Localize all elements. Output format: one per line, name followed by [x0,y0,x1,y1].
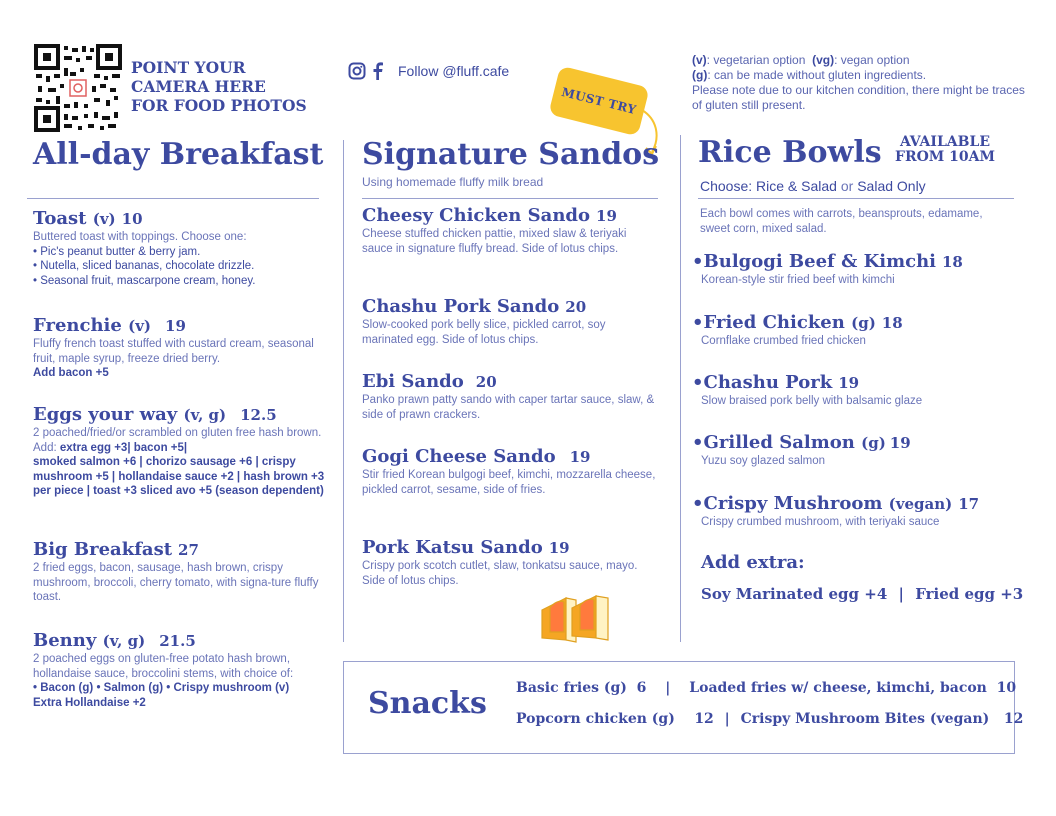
breakfast-title: All-day Breakfast [33,137,324,172]
rice-choice-or: or [840,178,854,194]
item-price: 21.5 [159,632,196,650]
breakfast-item-big [33,539,329,605]
extra-price: +4 [864,585,888,603]
rice-item [692,372,1012,409]
item-tag: (g) [861,434,886,452]
legend-key: (vg) [812,53,835,67]
rice-choice-a: Choose: Rice & Salad [700,178,837,194]
item-heading [362,537,657,559]
item-description: Stir fried Korean bulgogi beef, kimchi, mozzarella cheese, pickled carrot, sesame, side of fries. [362,469,656,496]
item-price: 19 [596,207,617,225]
item-name: Bulgogi Beef & Kimchi [703,251,936,272]
item-tag: (vegan) [888,495,953,513]
legend-key: (v) [692,53,707,67]
breakfast-item-toast [33,208,325,288]
qr-caption-line: POINT YOUR [131,58,246,77]
item-heading [33,539,329,561]
separator: | [665,680,671,696]
sando-item [362,446,657,497]
snacks-title: Snacks [368,686,487,721]
item-name: Toast [33,208,87,229]
item-heading [692,432,1012,454]
item-heading [692,493,1022,515]
item-heading [692,251,1012,273]
qr-caption-line: FOR FOOD PHOTOS [131,96,307,115]
item-option: • Seasonal fruit, mascarpone cream, honey. [33,274,256,287]
item-description: Korean-style stir fried beef with kimchi [701,274,895,286]
bullet-icon: • [692,372,704,393]
snack-price: 12 [694,711,714,727]
item-extra: • Bacon (g) • Salmon (g) • Crispy mushroom (v) [33,682,290,694]
sando-item [362,205,657,256]
legend-text: : vegetarian option [706,53,806,67]
bullet-icon: • [692,251,704,272]
column-divider [680,135,681,642]
item-description: 2 poached eggs on gluten-free potato hash brown, hollandaise sauce, broccolini stems, with choice of: [33,653,294,680]
sando-item [362,371,657,422]
breakfast-item-benny [33,630,329,710]
item-name: Cheesy Chicken Sando [362,205,591,226]
item-heading [33,315,325,337]
item-price: 20 [475,373,497,391]
item-tag: (v, g) [183,406,227,424]
snack-price: 12 [1003,711,1024,727]
item-description: Cheese stuffed chicken pattie, mixed slaw & teriyaki sauce in signature fluffy bread. Side of lotus chips. [362,228,627,255]
item-price: 12.5 [240,406,277,424]
rice-choice [700,178,926,194]
add-extra-list [701,585,1023,603]
item-name: Chashu Pork [703,372,833,393]
item-tag: (v) [92,210,116,228]
item-price: 19 [548,539,570,557]
qr-code[interactable] [34,44,122,132]
item-name: Benny [33,630,97,651]
item-name: Big Breakfast [33,539,173,560]
item-price: 19 [569,448,591,466]
extra-price: +3 [1000,585,1024,603]
item-name: Ebi Sando [362,371,464,392]
item-extra: Add bacon +5 [33,367,109,379]
item-name: Frenchie [33,315,122,336]
item-price: 19 [165,317,186,335]
item-name: Fried Chicken [703,312,845,333]
bullet-icon: • [692,493,704,514]
snacks-row [516,680,1016,696]
item-price: 18 [881,314,903,332]
sando-item [362,537,657,588]
item-description: Panko prawn patty sando with caper tartar sauce, slaw, & side of prawn crackers. [362,394,655,421]
legend-text: : can be made without gluten ingredients. [707,68,927,82]
snacks-box [343,661,1024,754]
extra-name: Fried egg [915,585,995,603]
snacks-row [516,711,1023,727]
rice-item [692,432,1012,469]
item-price: 18 [942,253,963,271]
separator: | [724,711,730,727]
rice-choice-b: Salad Only [857,178,926,194]
rice-item [692,312,1012,349]
facebook-icon[interactable] [372,62,384,80]
item-tag: (g) [851,314,876,332]
section-rule [362,198,658,199]
snack-name: Crispy Mushroom Bites (vegan) [740,711,990,727]
item-heading [362,296,657,318]
item-extra: smoked salmon +6 | chorizo sausage +6 | crispy mushroom +5 | hollandaise sauce +2 | hash brown +3 per piece | toast +3 sliced avo +5 (season dependent) [33,456,325,497]
item-price: 27 [178,541,199,559]
snack-price: 10 [996,680,1017,696]
rice-title: Rice Bowls [698,135,882,170]
item-heading [33,630,329,652]
separator: | [898,585,904,603]
item-name: Pork Katsu Sando [362,537,543,558]
item-heading [33,404,325,426]
extra-name: Soy Marinated egg [701,585,860,603]
item-name: Eggs your way [33,404,178,425]
item-heading [362,446,657,468]
item-description: Yuzu soy glazed salmon [701,455,826,467]
item-description: Crispy pork scotch cutlet, slaw, tonkatsu sauce, mayo. Side of lotus chips. [362,560,638,587]
item-description: 2 fried eggs, bacon, sausage, hash brown, crispy mushroom, broccoli, cherry tomato, with signa-ture fluffy toast. [33,562,319,603]
item-description: Cornflake crumbed fried chicken [701,335,866,347]
breakfast-item-frenchie [33,315,325,381]
item-heading [692,372,1012,394]
item-description: Slow braised pork belly with balsamic glaze [701,395,923,407]
item-name: Crispy Mushroom [703,493,883,514]
item-option: • Pic's peanut butter & berry jam. [33,245,201,258]
column-divider [343,140,344,642]
item-description: Crispy crumbed mushroom, with teriyaki sauce [701,516,940,528]
add-extra-title: Add extra: [701,552,805,573]
rice-item [692,493,1022,530]
sando-item [362,296,657,347]
legend-text: : vegan option [834,53,910,67]
rice-note: Each bowl comes with carrots, beansprouts, edamame, sweet corn, mixed salad. [700,208,983,235]
instagram-icon[interactable] [348,62,366,80]
dietary-legend [692,53,1032,113]
item-price: 19 [889,434,911,452]
legend-note: Please note due to our kitchen condition, there might be traces of gluten still present. [692,83,1025,112]
availability-line: FROM 10AM [895,149,995,165]
sandos-title: Signature Sandos [362,137,660,172]
follow-handle[interactable]: Follow @fluff.cafe [398,63,510,79]
bullet-icon: • [692,312,704,333]
snack-name: Popcorn chicken (g) [516,711,675,727]
snack-price: 6 [636,680,647,696]
item-option: • Nutella, sliced bananas, chocolate drizzle. [33,260,255,272]
legend-key: (g) [692,68,708,82]
item-extra: extra egg +3| bacon +5| [59,441,188,454]
item-name: Gogi Cheese Sando [362,446,556,467]
social-follow[interactable] [348,62,509,80]
sando-illustration-icon [536,588,614,644]
item-heading [362,371,657,393]
item-description: Fluffy french toast stuffed with custard cream, seasonal fruit, maple syrup, freeze dried berry. [33,338,314,365]
item-price: 10 [121,210,143,228]
item-heading [33,208,325,230]
availability-line: AVAILABLE [899,134,991,150]
qr-caption-line: CAMERA HERE [131,77,266,96]
snack-name: Loaded fries w/ cheese, kimchi, bacon [689,680,987,696]
item-price: 19 [838,374,860,392]
item-description: Slow-cooked pork belly slice, pickled carrot, soy marinated egg. Side of lotus chips. [362,319,606,346]
item-price: 17 [958,495,980,513]
section-rule [27,198,319,199]
snack-name: Basic fries (g) [516,680,627,696]
item-tag: (v, g) [102,632,146,650]
item-name: Grilled Salmon [703,432,855,453]
bullet-icon: • [692,432,704,453]
rice-item [692,251,1012,288]
item-price: 20 [565,298,587,316]
qr-pattern [34,44,122,132]
sticker-label: MUST TRY [560,84,638,118]
section-rule [698,198,1014,199]
sandos-subtitle: Using homemade fluffy milk bread [362,175,544,189]
item-name: Chashu Pork Sando [362,296,560,317]
item-tag: (v) [128,317,152,335]
breakfast-item-eggs [33,404,325,499]
item-extra: Extra Hollandaise +2 [33,696,146,709]
item-heading [692,312,1012,334]
item-description: Buttered toast with toppings. Choose one: [33,231,247,243]
item-description: 2 poached/fried/or scrambled on gluten free hash brown. Add: [33,427,322,454]
item-heading [362,205,657,227]
qr-caption [131,58,307,115]
availability-badge [895,135,995,165]
